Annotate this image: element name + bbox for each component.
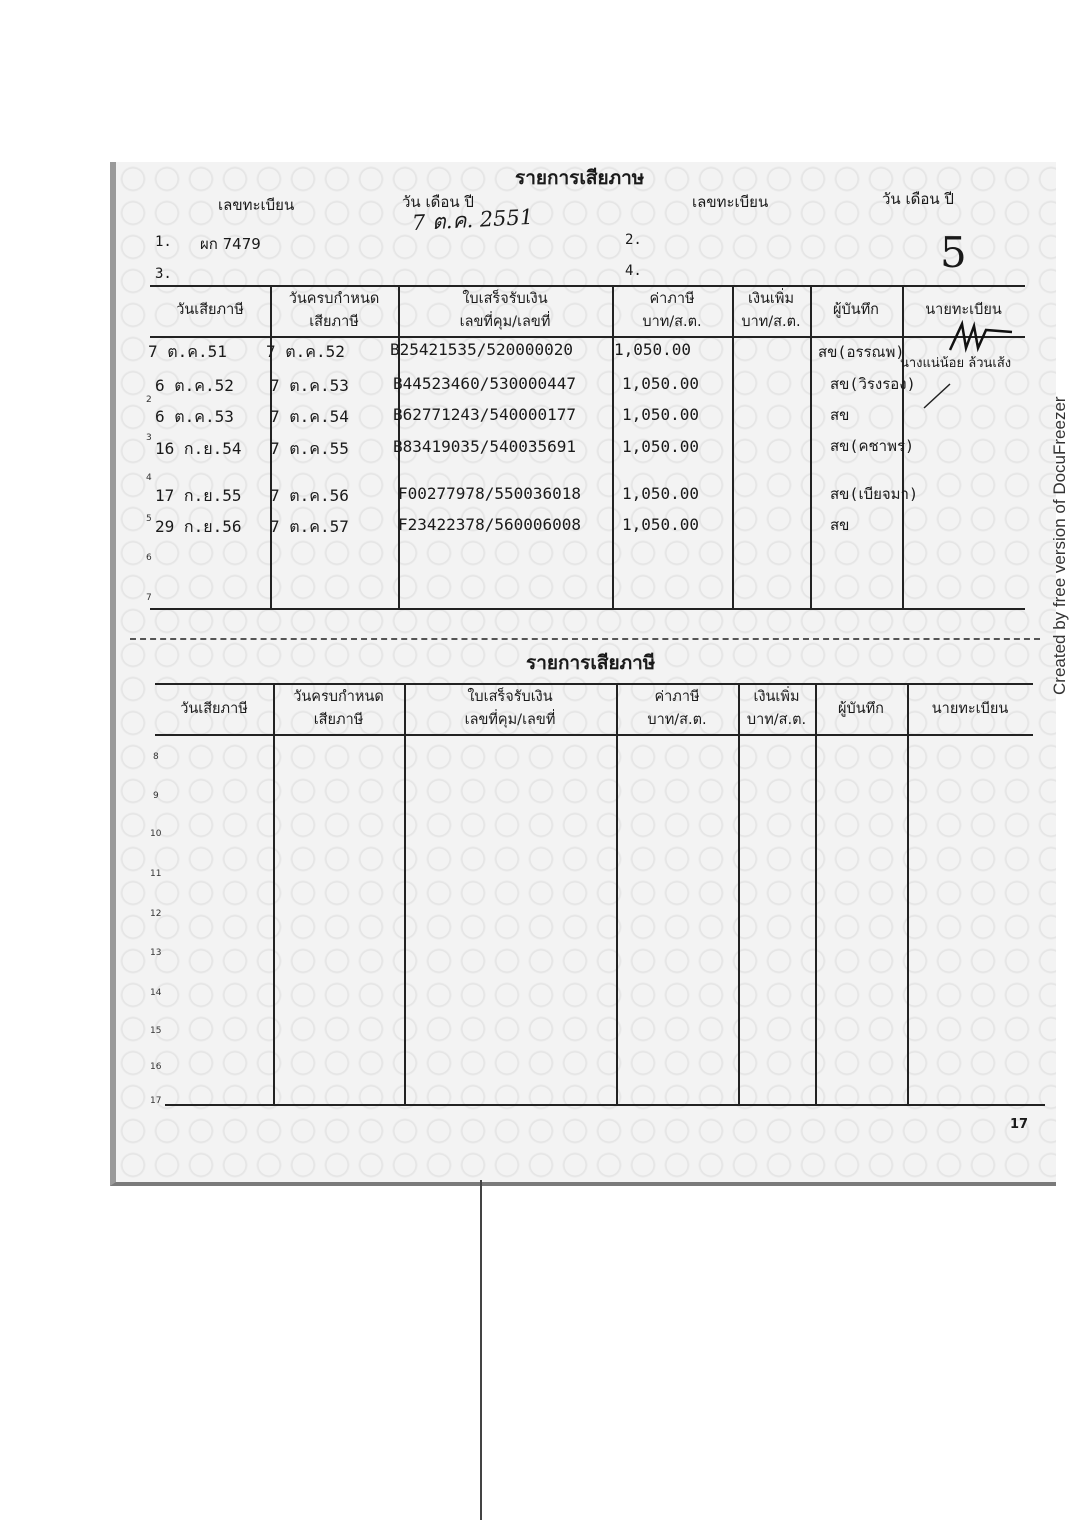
header2-extra-1: เงินเพิ่ม: [753, 689, 800, 705]
table1-col-divider: [612, 285, 614, 610]
row3-tax: 1,050.00: [622, 405, 700, 424]
header2-receipt-2: เลขที่คุม/เลขที่: [464, 712, 556, 728]
check-mark: [920, 380, 960, 412]
header-tax-2: บาท/ส.ต.: [642, 314, 702, 330]
row2-tax: 1,050.00: [622, 374, 700, 393]
header2-due-date-2: เสียภาษี: [313, 712, 364, 728]
date-label-left: วัน เดือน ปี: [402, 193, 474, 211]
table1-bottom-border: [150, 608, 1025, 610]
header2-due-date-1: วันครบกำหนด: [293, 689, 384, 705]
handwritten-date: 7 ต.ค. 2551: [411, 204, 534, 236]
row3-due: 7 ต.ค.54: [270, 407, 349, 426]
row2-paid: 6 ต.ค.52: [155, 376, 234, 395]
row2-due: 7 ต.ค.53: [270, 376, 349, 395]
docufreezer-watermark: Created by free version of DocuFreezer: [1050, 396, 1069, 695]
row6-due: 7 ต.ค.57: [270, 517, 349, 536]
row-number: 12: [150, 909, 162, 919]
header-registrar: นายทะเบียน: [925, 302, 1002, 318]
row1-paid: 7 ต.ค.51: [148, 342, 227, 361]
header-due-date-2: เสียภาษี: [309, 314, 359, 330]
table2-col-divider: [616, 683, 618, 1104]
row4-tax: 1,050.00: [622, 437, 700, 456]
row6-tax: 1,050.00: [622, 515, 700, 534]
table2-col-divider: [273, 683, 275, 1104]
row1-receipt: B25421535/520000020: [390, 340, 574, 359]
header2-tax-1: ค่าภาษี: [654, 689, 700, 705]
registrar-note: นางแน่น้อย ล้วนเส้ง: [900, 356, 1012, 371]
row5-receipt: F00277978/550036018: [398, 484, 582, 503]
header-due-date-1: วันครบกำหนด: [288, 291, 380, 307]
row1-due: 7 ต.ค.52: [266, 342, 345, 361]
row-number: 10: [150, 829, 162, 839]
header2-receipt-1: ใบเสร็จรับเงิน: [467, 689, 553, 705]
section2-title: รายการเสียภาษี: [526, 652, 656, 674]
row-number: 5: [146, 514, 152, 524]
table1-col-divider: [810, 285, 812, 610]
header2-recorder: ผู้บันทึก: [838, 701, 884, 717]
row-number: 3: [146, 433, 152, 443]
date-label-right: วัน เดือน ปี: [882, 190, 954, 208]
header-extra-1: เงินเพิ่ม: [747, 291, 795, 307]
reg-label-left: เลขทะเบียน: [218, 196, 295, 214]
row6-paid: 29 ก.ย.56: [155, 517, 242, 536]
header2-paid-date: วันเสียภาษี: [180, 701, 248, 717]
row5-paid: 17 ก.ย.55: [155, 486, 242, 505]
header-tax-1: ค่าภาษี: [649, 291, 695, 307]
table2-header-border: [155, 734, 1033, 736]
row4-receipt: B83419035/540035691: [393, 437, 577, 456]
fold-line: [480, 1180, 482, 1520]
header2-tax-2: บาท/ส.ต.: [647, 712, 707, 728]
row6-receipt: F23422378/560006008: [398, 515, 582, 534]
row1-tax: 1,050.00: [614, 340, 692, 359]
row-number: 13: [150, 948, 162, 958]
row5-due: 7 ต.ค.56: [270, 486, 349, 505]
row-number: 7: [146, 593, 152, 603]
section1-title: รายการเสียภาษ: [515, 167, 645, 189]
row-number: 17: [150, 1096, 162, 1106]
row5-recorder: สข(เบียจมา): [830, 485, 919, 503]
table1-col-divider: [732, 285, 734, 610]
table2-bottom-border: [165, 1104, 1045, 1106]
line2-number: 2.: [625, 232, 642, 248]
page-number: 17: [1010, 1117, 1029, 1132]
table2-col-divider: [404, 683, 406, 1104]
table2-top-border: [155, 683, 1033, 685]
row4-due: 7 ต.ค.55: [270, 439, 349, 458]
header-extra-2: บาท/ส.ต.: [741, 314, 801, 330]
header2-extra-2: บาท/ส.ต.: [746, 712, 807, 728]
row2-receipt: B44523460/530000447: [393, 374, 577, 393]
row2-recorder: สข(วิรงรอง): [830, 375, 916, 393]
row-number: 14: [150, 988, 162, 998]
row-number: 8: [153, 752, 159, 762]
row-number: 9: [153, 791, 159, 801]
row4-recorder: สข(คชาพร): [830, 437, 915, 455]
header-receipt-2: เลขที่คุม/เลขที่: [459, 314, 551, 330]
table1-top-border: [150, 285, 1025, 287]
row-number: 4: [146, 473, 152, 483]
row3-paid: 6 ต.ค.53: [155, 407, 234, 426]
row1-recorder: สข(อรรณพ): [818, 343, 905, 361]
header-paid-date: วันเสียภาษี: [176, 302, 244, 318]
table2-col-divider: [815, 683, 817, 1104]
header-receipt-1: ใบเสร็จรับเงิน: [462, 291, 548, 307]
handwritten-mark: 5: [940, 228, 967, 277]
table1-header-border: [150, 336, 1025, 338]
row3-recorder: สข: [830, 406, 850, 424]
row6-recorder: สข: [830, 516, 850, 534]
row-number: 15: [150, 1026, 162, 1036]
row-number: 6: [146, 553, 152, 563]
separator-dashed-line: [130, 638, 1040, 640]
row-number: 2: [146, 395, 152, 405]
row-number: 16: [150, 1062, 162, 1072]
row3-receipt: B62771243/540000177: [393, 405, 577, 424]
header-recorder: ผู้บันทึก: [833, 302, 879, 318]
reg-label-right: เลขทะเบียน: [692, 193, 769, 211]
table2-col-divider: [907, 683, 909, 1104]
line4-number: 4.: [625, 263, 642, 279]
row-number: 11: [150, 869, 162, 879]
line1-number: 1.: [155, 234, 172, 250]
line1-value: ผก 7479: [200, 235, 261, 253]
line3-number: 3.: [155, 266, 172, 282]
table2-col-divider: [738, 683, 740, 1104]
header2-registrar: นายทะเบียน: [931, 701, 1009, 717]
row4-paid: 16 ก.ย.54: [155, 439, 242, 458]
row5-tax: 1,050.00: [622, 484, 700, 503]
